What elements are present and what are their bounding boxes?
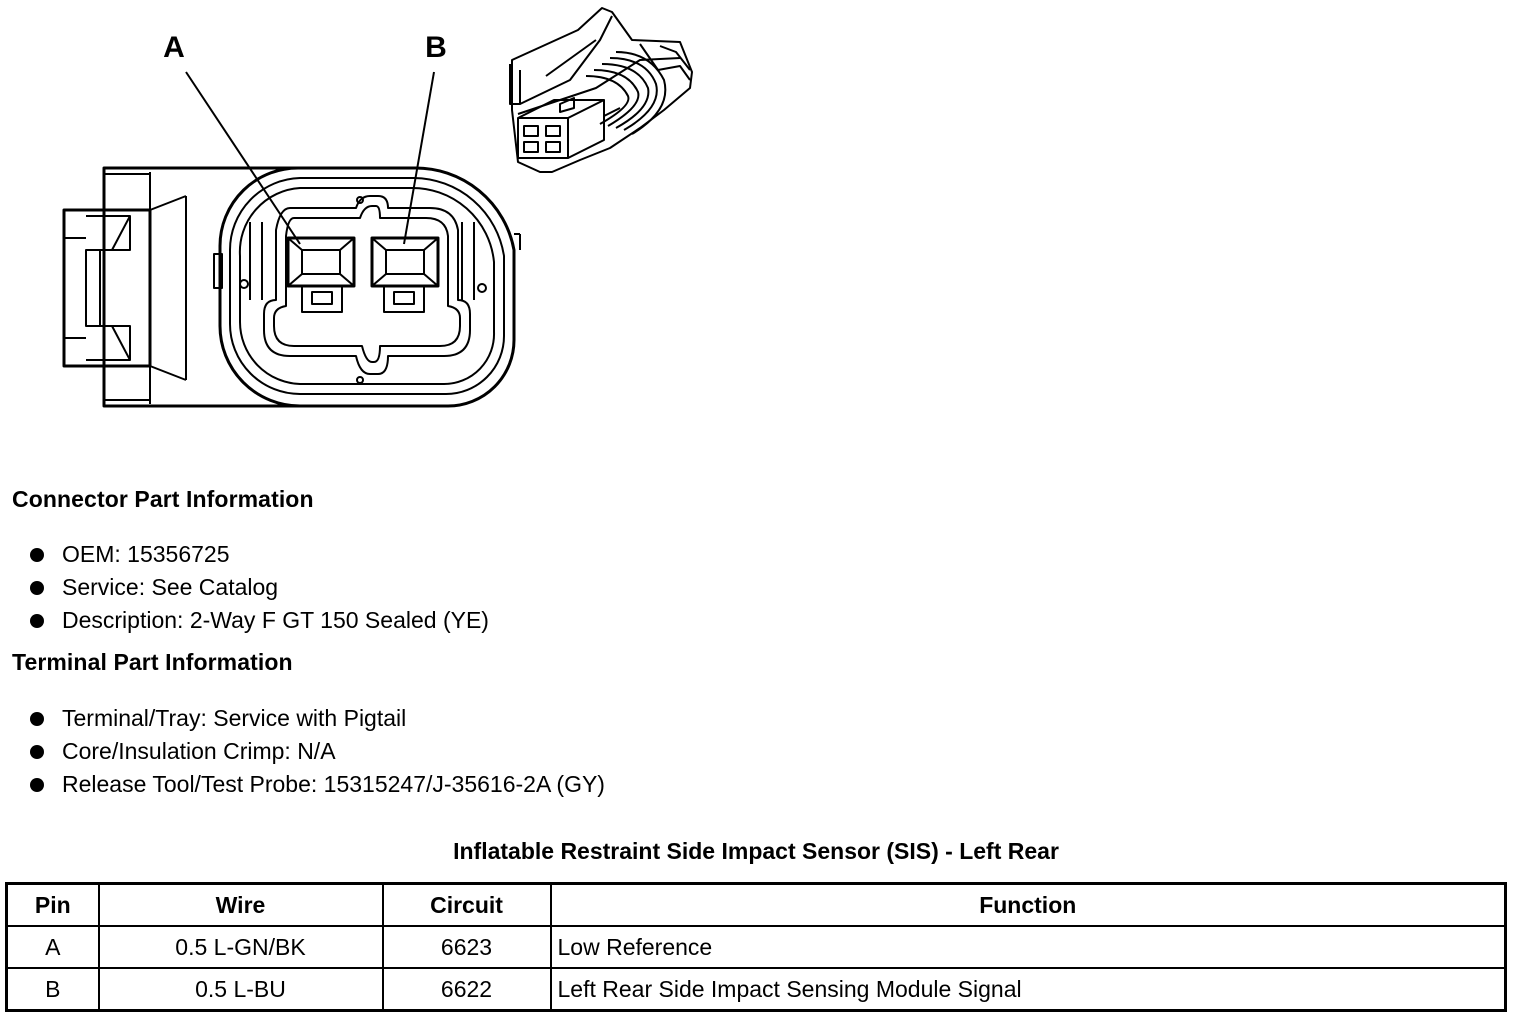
connector-perspective-drawing [510, 8, 692, 172]
pin-cell: B [7, 968, 99, 1011]
bullet-icon [30, 712, 44, 726]
bullet-icon [30, 548, 44, 562]
pinout-table [5, 882, 1507, 1012]
function-cell: Low Reference [551, 926, 1506, 968]
connector-face-drawing [64, 168, 520, 406]
bullet-icon [30, 778, 44, 792]
circuit-cell: 6622 [383, 968, 551, 1011]
bullet-icon [30, 745, 44, 759]
table-row [7, 926, 1506, 968]
list-item [30, 538, 489, 571]
column-header-function: Function [551, 884, 1506, 927]
list-item [30, 571, 489, 604]
wire-cell: 0.5 L-GN/BK [99, 926, 383, 968]
list-item-text: OEM: 15356725 [62, 541, 230, 567]
circuit-cell: 6623 [383, 926, 551, 968]
list-item [30, 735, 605, 768]
connector-info-heading: Connector Part Information [12, 486, 314, 512]
terminal-info-list [30, 702, 605, 801]
list-item [30, 768, 605, 801]
wire-cell: 0.5 L-BU [99, 968, 383, 1011]
list-item-text: Description: 2-Way F GT 150 Sealed (YE) [62, 607, 489, 633]
column-header-circuit: Circuit [383, 884, 551, 927]
table-title: Inflatable Restraint Side Impact Sensor (SIS) - Left Rear [453, 838, 1059, 864]
list-item-text: Service: See Catalog [62, 574, 279, 600]
column-header-pin: Pin [7, 884, 99, 927]
table-header-row [7, 884, 1506, 927]
pin-a-label: A [163, 31, 185, 64]
list-item [30, 702, 605, 735]
list-item [30, 604, 489, 637]
bullet-icon [30, 581, 44, 595]
bullet-icon [30, 614, 44, 628]
pin-a-leader-line [186, 72, 300, 244]
list-item-text: Core/Insulation Crimp: N/A [62, 738, 336, 764]
pin-cell: A [7, 926, 99, 968]
table-row [7, 968, 1506, 1011]
list-item-text: Terminal/Tray: Service with Pigtail [62, 705, 407, 731]
pin-b-label: B [425, 31, 447, 64]
terminal-info-heading: Terminal Part Information [12, 649, 293, 675]
function-cell: Left Rear Side Impact Sensing Module Signal [551, 968, 1506, 1011]
connector-info-list [30, 538, 489, 637]
connector-diagram [0, 0, 760, 470]
list-item-text: Release Tool/Test Probe: 15315247/J-35616-2A (GY) [62, 771, 605, 797]
column-header-wire: Wire [99, 884, 383, 927]
